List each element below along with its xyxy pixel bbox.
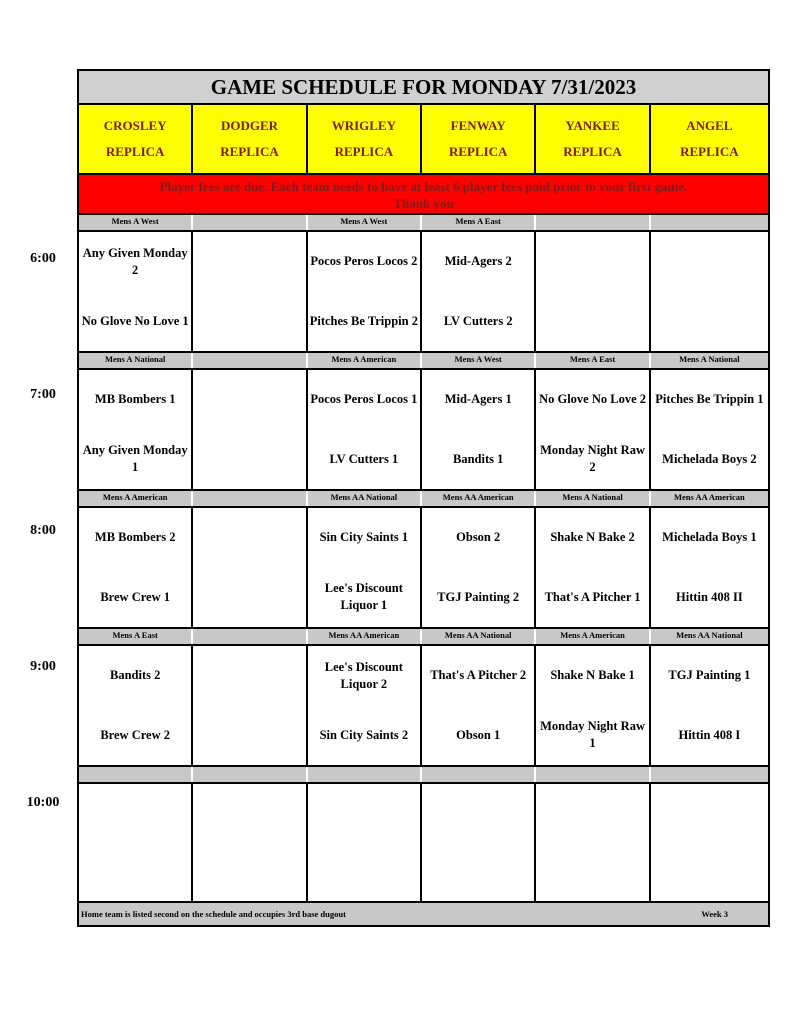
home-team: Hittin 408 II — [676, 589, 743, 604]
visitor-team — [193, 370, 305, 430]
division-row — [79, 767, 768, 784]
game-cell — [193, 370, 307, 489]
game-cell — [536, 646, 650, 765]
home-team — [193, 568, 305, 628]
game-cell — [193, 508, 307, 627]
home-team — [193, 430, 305, 490]
visitor-team: No Glove No Love 2 — [539, 392, 647, 407]
home-team: LV Cutters 2 — [443, 313, 513, 328]
visitor-team: Pocos Peros Locos 1 — [310, 392, 418, 407]
field-sub: REPLICA — [220, 144, 279, 159]
division-label — [536, 767, 650, 782]
visitor-team: Sin City Saints 1 — [319, 530, 409, 545]
game-cell — [193, 646, 307, 765]
home-team: LV Cutters 1 — [329, 451, 399, 466]
game-cell — [536, 232, 650, 351]
game-cell — [79, 232, 193, 351]
time-label-6pm: 6:00 — [30, 251, 56, 266]
home-team: Lee's Discount Liquor 1 — [324, 581, 403, 613]
home-team: Monday Night Raw 1 — [540, 719, 645, 751]
field-name: YANKEE — [565, 118, 620, 133]
division-label: Mens A East — [79, 629, 193, 644]
visitor-team: Obson 2 — [456, 530, 501, 545]
field-sub: REPLICA — [334, 144, 394, 159]
field-sub: REPLICA — [680, 144, 739, 159]
division-label: Mens A East — [536, 353, 650, 368]
game-cell — [193, 232, 307, 351]
game-cell — [308, 232, 422, 351]
division-label: Mens A West — [422, 353, 536, 368]
division-label: Mens A West — [79, 215, 193, 230]
field-header — [193, 105, 307, 173]
field-header — [79, 105, 193, 173]
division-label — [193, 215, 307, 230]
game-cell — [536, 784, 650, 901]
field-header-row — [79, 105, 768, 175]
division-row — [79, 353, 768, 370]
home-team: Hittin 408 I — [678, 727, 741, 742]
division-label: Mens AA National — [651, 629, 768, 644]
field-sub: REPLICA — [563, 144, 622, 159]
game-row — [79, 370, 768, 491]
field-name: ANGEL — [686, 118, 733, 133]
home-team: Monday Night Raw 2 — [540, 443, 645, 475]
fee-notice-line1: Player fees are due. Each team needs to have at least 6 player fees paid prior to your first game. — [159, 179, 688, 194]
visitor-team — [193, 646, 305, 706]
division-label: Mens A National — [79, 353, 193, 368]
division-label: Mens AA National — [422, 629, 536, 644]
field-header — [422, 105, 536, 173]
field-header — [536, 105, 650, 173]
division-label: Mens A National — [536, 491, 650, 506]
schedule-sheet — [77, 69, 770, 927]
field-sub: REPLICA — [448, 144, 508, 159]
division-label: Mens A American — [308, 353, 422, 368]
game-row — [79, 508, 768, 629]
division-label: Mens AA American — [308, 629, 422, 644]
division-label: Mens AA National — [308, 491, 422, 506]
game-cell — [422, 784, 536, 901]
home-team: Brew Crew 2 — [100, 727, 170, 742]
field-header — [308, 105, 422, 173]
time-label-7pm: 7:00 — [30, 387, 56, 402]
week-label: Week 3 — [701, 909, 728, 919]
division-label — [193, 629, 307, 644]
home-team — [193, 292, 305, 352]
field-name: WRIGLEY — [331, 118, 396, 133]
fee-notice — [79, 175, 768, 215]
home-team: No Glove No Love 1 — [81, 313, 189, 328]
game-row — [79, 232, 768, 353]
division-label — [651, 767, 768, 782]
field-name: FENWAY — [450, 118, 506, 133]
game-cell — [536, 370, 650, 489]
visitor-team: Michelada Boys 1 — [662, 530, 757, 545]
visitor-team: Pocos Peros Locos 2 — [310, 254, 418, 269]
game-cell — [79, 646, 193, 765]
visitor-team: Bandits 2 — [109, 668, 161, 683]
division-row — [79, 629, 768, 646]
home-team — [651, 292, 768, 352]
page-title: GAME SCHEDULE FOR MONDAY 7/31/2023 — [79, 71, 768, 105]
division-label — [79, 767, 193, 782]
footer-bar — [79, 903, 768, 925]
division-label: Mens A American — [79, 491, 193, 506]
division-label — [193, 353, 307, 368]
division-label: Mens AA American — [651, 491, 768, 506]
visitor-team: Mid-Agers 1 — [444, 392, 512, 407]
game-cell — [422, 646, 536, 765]
visitor-team — [536, 232, 648, 292]
visitor-team — [193, 508, 305, 568]
game-cell — [79, 784, 193, 901]
visitor-team: Any Given Monday 2 — [82, 245, 188, 277]
visitor-team: TGJ Painting 1 — [668, 668, 751, 683]
game-cell — [79, 508, 193, 627]
home-team — [536, 292, 648, 352]
division-label — [422, 767, 536, 782]
home-team — [193, 706, 305, 766]
visitor-team: Shake N Bake 2 — [550, 530, 635, 545]
division-label — [536, 215, 650, 230]
game-row — [79, 784, 768, 903]
home-team: Sin City Saints 2 — [319, 727, 409, 742]
game-cell — [651, 784, 768, 901]
time-label-10pm: 10:00 — [26, 795, 60, 810]
division-label: Mens AA American — [422, 491, 536, 506]
game-cell — [193, 784, 307, 901]
division-label: Mens A National — [651, 353, 768, 368]
visitor-team: MB Bombers 1 — [94, 392, 176, 407]
game-cell — [308, 508, 422, 627]
field-header — [651, 105, 768, 173]
visitor-team: Pitches Be Trippin 1 — [655, 392, 764, 407]
visitor-team: MB Bombers 2 — [94, 530, 176, 545]
field-name: DODGER — [220, 118, 279, 133]
division-label: Mens A East — [422, 215, 536, 230]
home-team: Bandits 1 — [453, 451, 504, 466]
visitor-team: Lee's Discount Liquor 2 — [324, 659, 403, 691]
field-sub: REPLICA — [105, 144, 165, 159]
game-cell — [422, 508, 536, 627]
division-label — [651, 215, 768, 230]
game-cell — [651, 370, 768, 489]
home-team: Obson 1 — [456, 727, 501, 742]
home-team: Any Given Monday 1 — [82, 443, 188, 475]
home-team: Michelada Boys 2 — [662, 451, 757, 466]
game-cell — [536, 508, 650, 627]
footer-note: Home team is listed second on the schedule and occupies 3rd base dugout — [81, 909, 346, 919]
division-label: Mens A American — [536, 629, 650, 644]
division-row — [79, 491, 768, 508]
game-row — [79, 646, 768, 767]
game-cell — [651, 232, 768, 351]
home-team: Brew Crew 1 — [100, 589, 170, 604]
visitor-team: That's A Pitcher 2 — [430, 668, 527, 683]
division-label — [193, 491, 307, 506]
game-cell — [308, 370, 422, 489]
division-label — [193, 767, 307, 782]
game-cell — [308, 646, 422, 765]
visitor-team: Mid-Agers 2 — [444, 254, 512, 269]
game-cell — [422, 232, 536, 351]
visitor-team — [193, 232, 305, 292]
division-label: Mens A West — [308, 215, 422, 230]
home-team: TGJ Painting 2 — [437, 589, 520, 604]
game-cell — [308, 784, 422, 901]
visitor-team: Shake N Bake 1 — [550, 668, 635, 683]
fee-notice-line2: Thank you — [393, 196, 454, 211]
division-row — [79, 215, 768, 232]
time-label-9pm: 9:00 — [30, 659, 56, 674]
home-team: That's A Pitcher 1 — [544, 589, 641, 604]
game-cell — [79, 370, 193, 489]
division-label — [308, 767, 422, 782]
home-team: Pitches Be Trippin 2 — [309, 313, 418, 328]
field-name: CROSLEY — [103, 118, 167, 133]
visitor-team — [651, 232, 768, 292]
time-label-8pm: 8:00 — [30, 523, 56, 538]
game-cell — [422, 370, 536, 489]
game-cell — [651, 508, 768, 627]
game-cell — [651, 646, 768, 765]
